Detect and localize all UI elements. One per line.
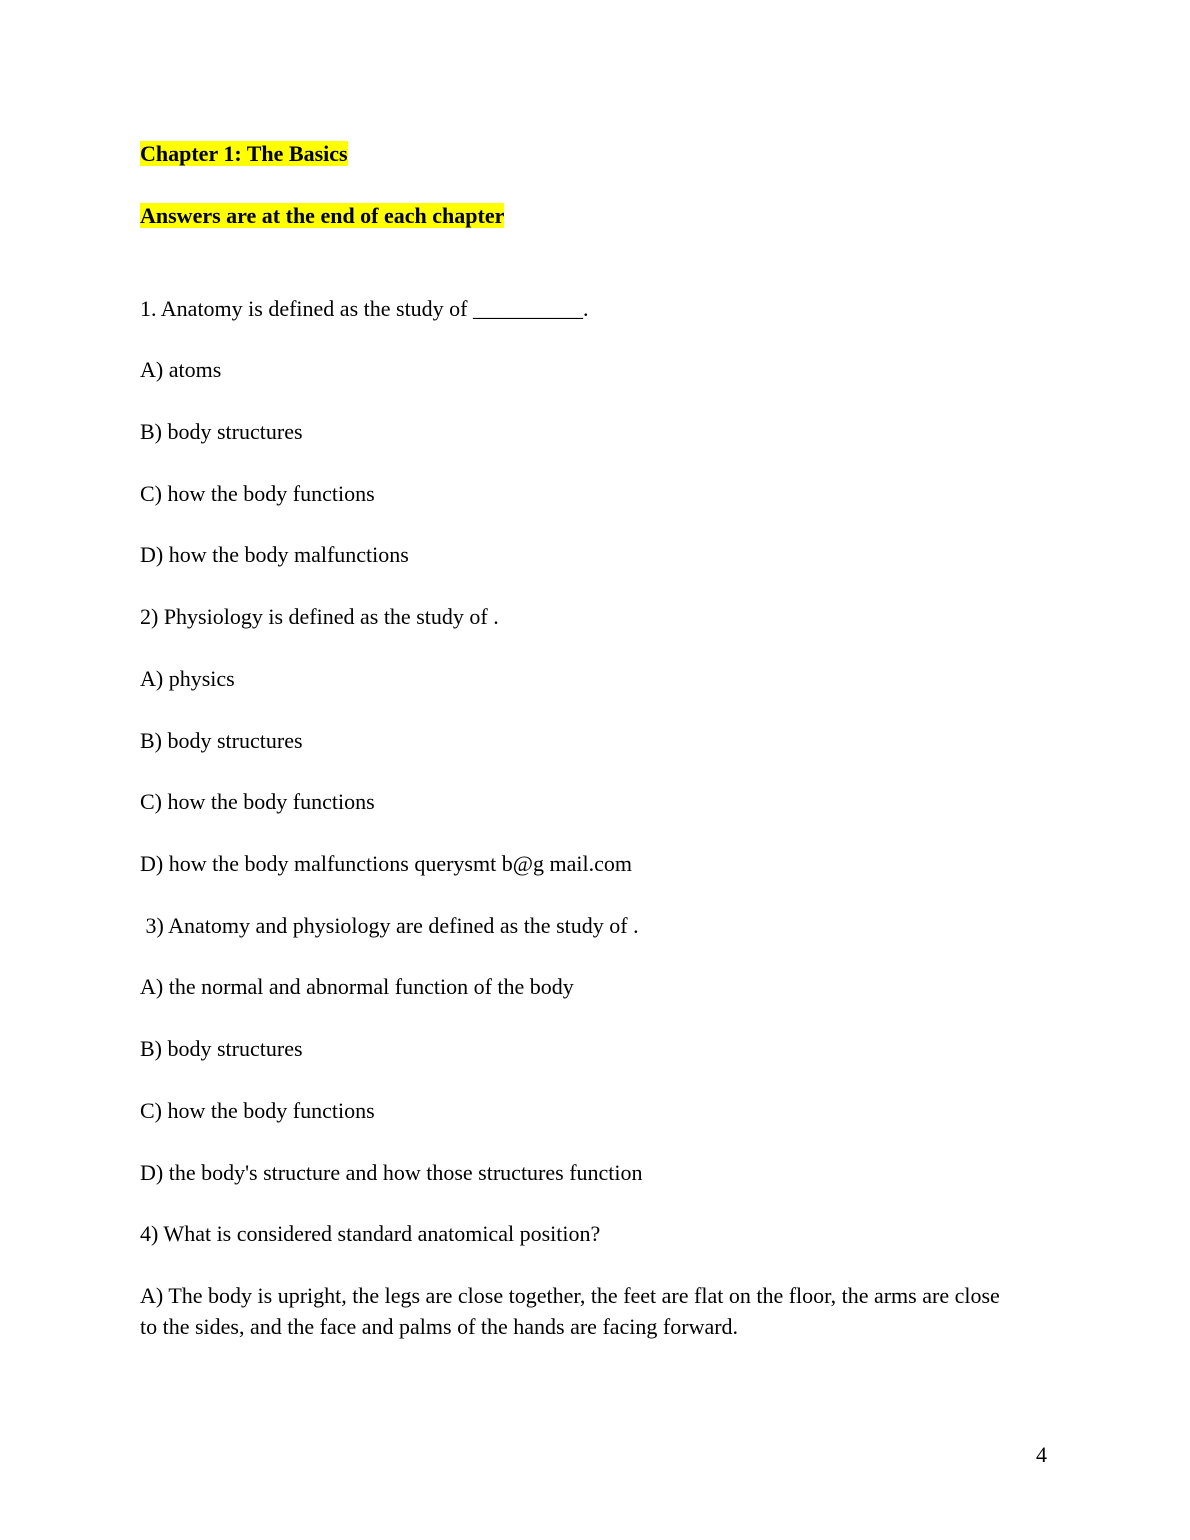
question-3-option-d: D) the body's structure and how those structures function [140,1160,643,1185]
question-1-option-d: D) how the body malfunctions [140,542,409,567]
answers-note [140,200,504,231]
question-2-option-a: A) physics [140,666,235,691]
question-1-option-a: A) atoms [140,357,222,382]
answers-note-text: Answers are at the end of each chapter [140,203,505,228]
question-1-option-b: B) body structures [140,419,303,444]
question-2-option-d: D) how the body malfunctions querysmt b@g mail.com [140,851,632,876]
question-3-option-a: A) the normal and abnormal function of the body [140,974,574,999]
question-1-prompt: 1. Anatomy is defined as the study of __________. [140,296,589,321]
question-3-option-c: C) how the body functions [140,1098,375,1123]
question-2-option-c: C) how the body functions [140,789,375,814]
page-number: 4 [1036,1442,1047,1467]
question-1-option-c: C) how the body functions [140,481,375,506]
chapter-title-text: Chapter 1: The Basics [140,141,348,166]
question-4-option-a: A) The body is upright, the legs are close together, the feet are flat on the floor, the arms are close to the sides, and the face and palms of the hands are facing forward. [140,1283,1000,1339]
question-3-prompt: 3) Anatomy and physiology are defined as the study of . [140,913,639,938]
question-4-prompt: 4) What is considered standard anatomical position? [140,1221,601,1246]
question-3-option-b: B) body structures [140,1036,303,1061]
chapter-title [140,138,348,169]
question-2-option-b: B) body structures [140,728,303,753]
question-2-prompt: 2) Physiology is defined as the study of . [140,604,499,629]
